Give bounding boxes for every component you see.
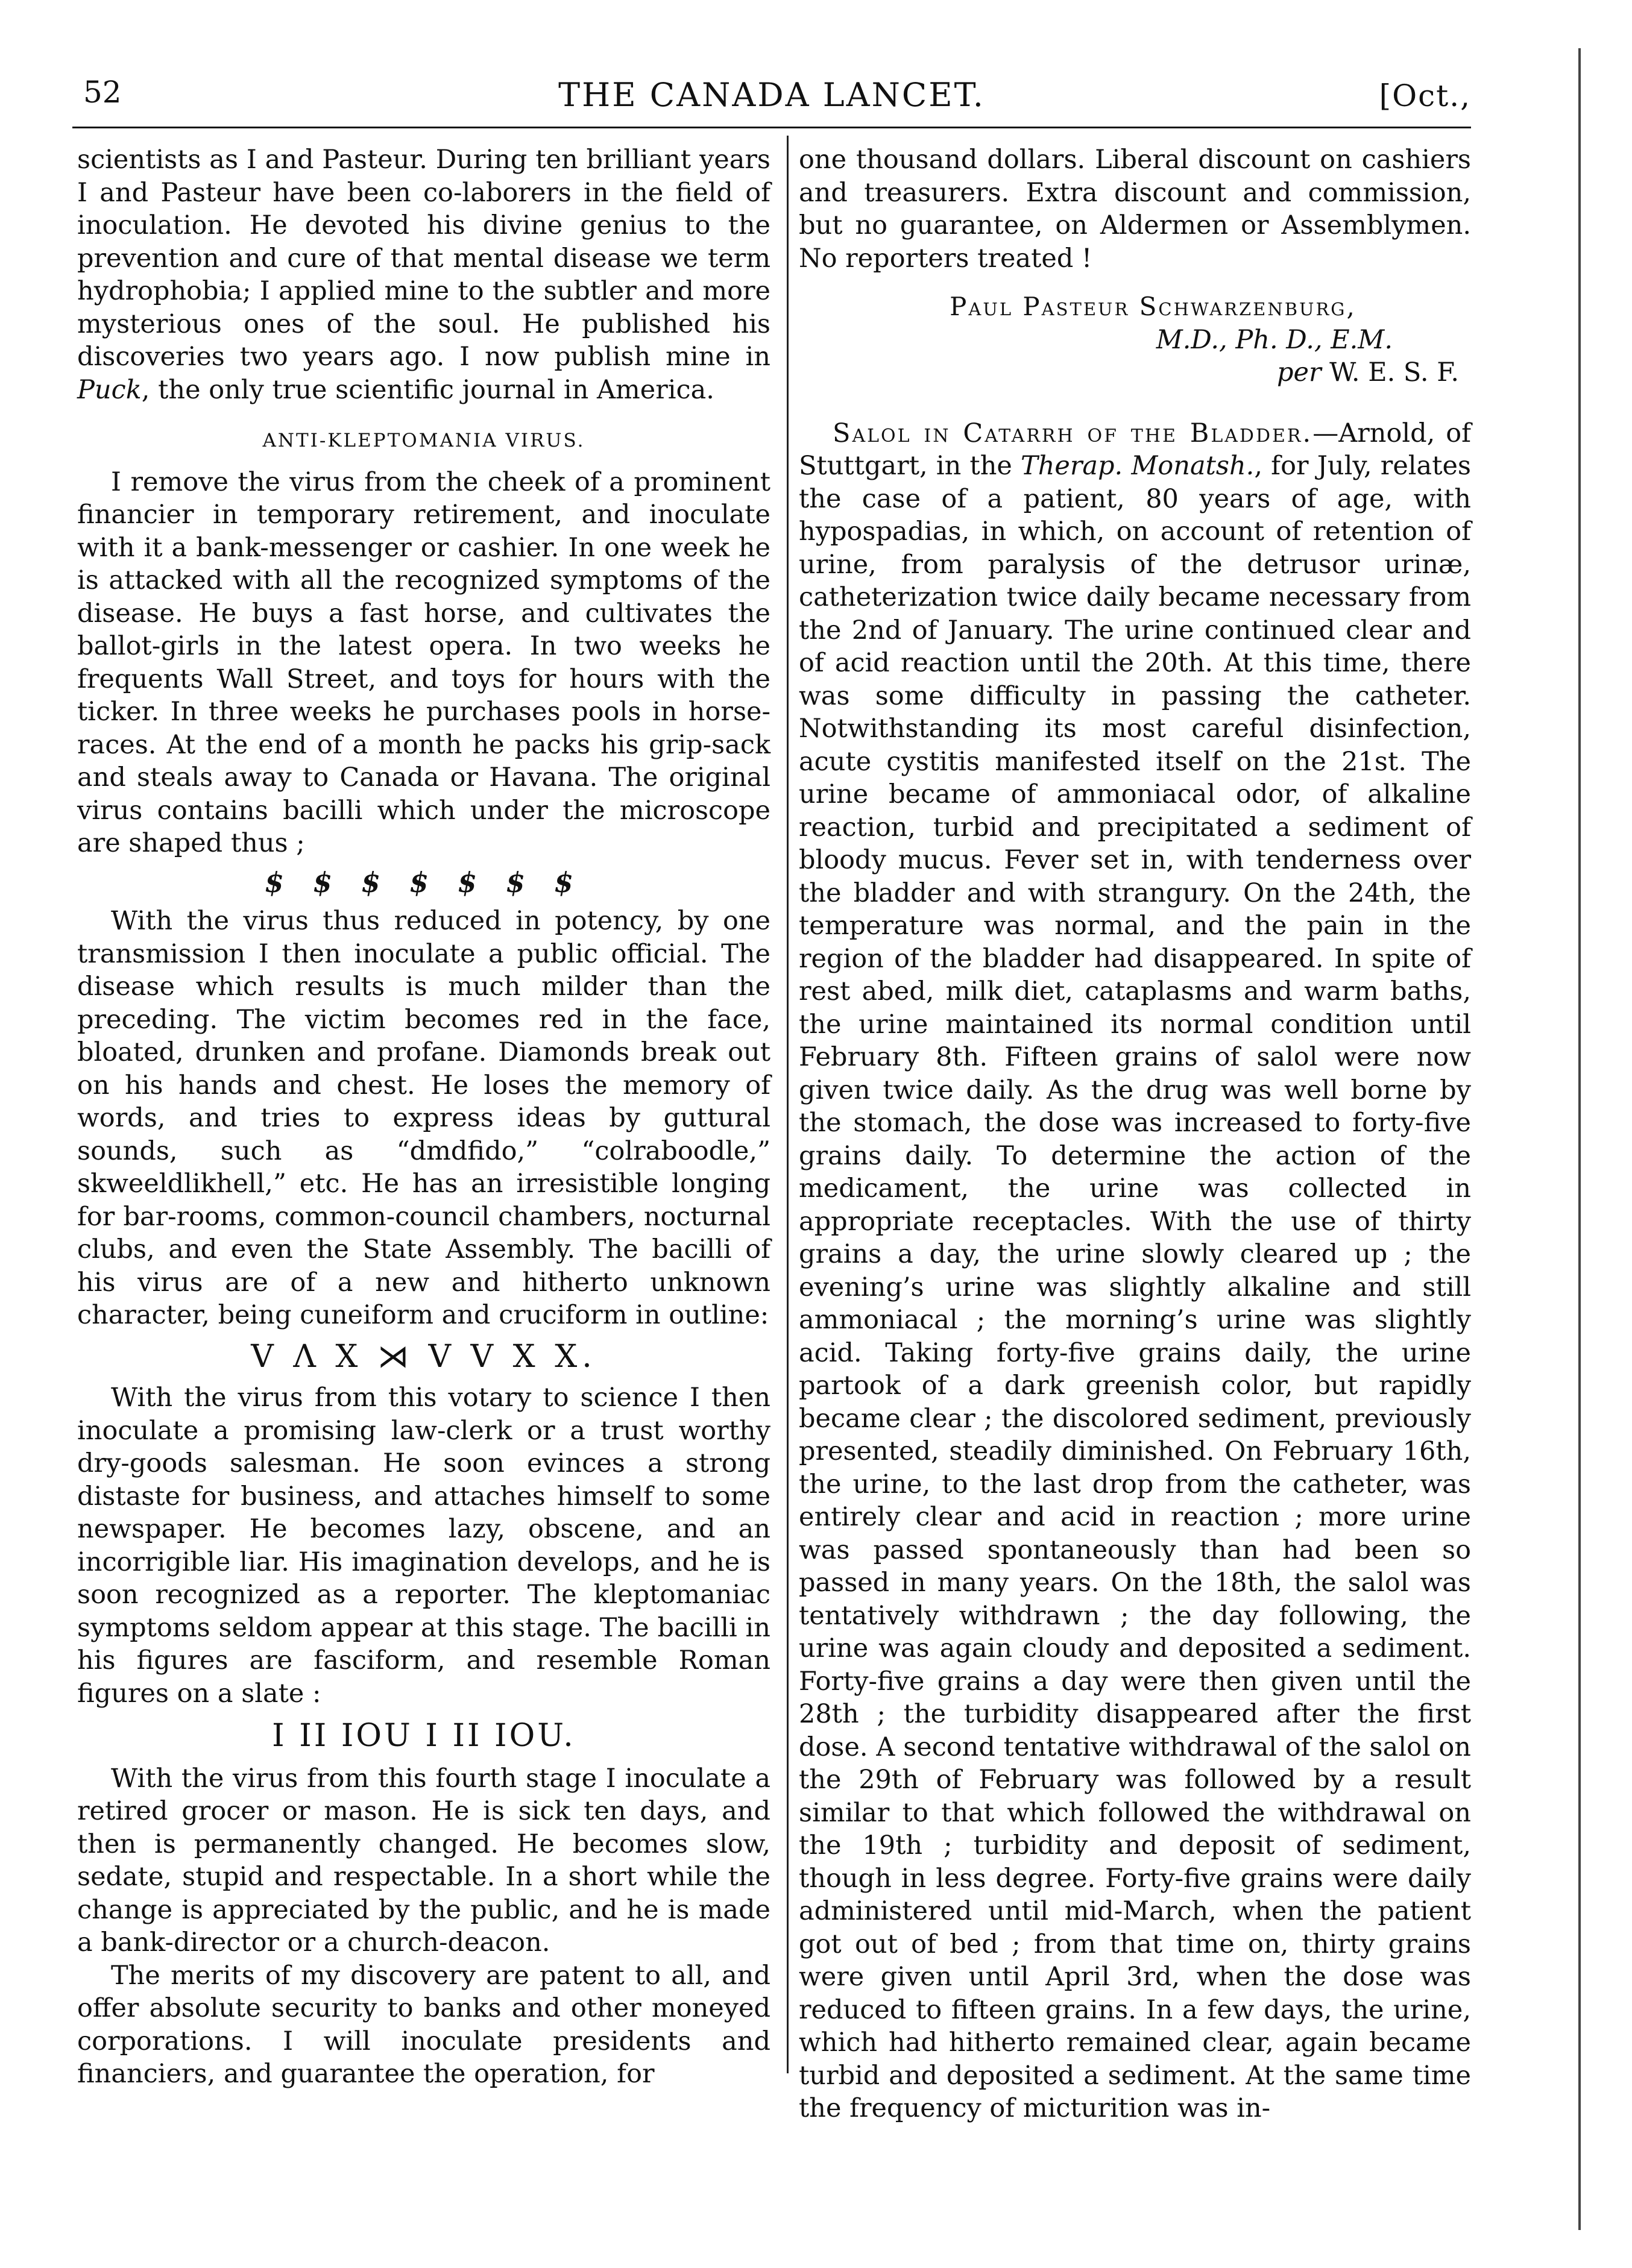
salol-heading: Salol in Catarrh of the Bladder.	[833, 418, 1313, 448]
section-heading: ANTI-KLEPTOMANIA VIRUS.	[262, 430, 585, 451]
article-paragraph: one thousand dollars. Liberal discount on cashiers and treasurers. Extra discount and commission, but no guarantee, on Aldermen or Assemblymen. No reporters treated !	[799, 145, 1471, 274]
signature-per: per	[1276, 357, 1322, 388]
issue-date: [Oct.,	[1379, 78, 1471, 113]
right-column	[799, 143, 1471, 2125]
left-column	[77, 143, 770, 2091]
header-rule	[72, 127, 1471, 128]
salol-paragraph	[799, 417, 1471, 2125]
page-number: 52	[83, 75, 122, 110]
paragraph-text: , the only true scientific journal in America.	[141, 374, 714, 405]
page-edge	[1578, 48, 1581, 2230]
article-paragraph: With the virus from this fourth stage I inoculate a retired grocer or mason. He is sick ten days, and then is permanently changed. He becomes slow, sedate, stupid and respectable. In a short while the change is appreciated by the public, and he is made a bank-director or a church-deacon.	[77, 1763, 770, 1958]
signature-name: Paul Pasteur Schwarzenburg,	[950, 292, 1356, 321]
running-header	[72, 68, 1471, 122]
paragraph-text: —Arnold, of Stuttgart, in the	[799, 418, 1472, 481]
spacer	[799, 389, 1471, 417]
article-paragraph: The merits of my discovery are patent to all, and offer absolute security to banks and other moneyed corporations. I will inoculate presidents and financiers, and guarantee the operation, for	[77, 1960, 770, 2089]
roman-figures: I II IOU I II IOU.	[272, 1718, 576, 1754]
signature-initials-text: W. E. S. F.	[1321, 357, 1459, 388]
journal-title: THE CANADA LANCET.	[558, 76, 985, 114]
signature-initials	[799, 356, 1471, 389]
article-paragraph: I remove the virus from the cheek of a prominent financier in temporary retirement, and inoculate with it a bank-messenger or cashier. In one week he is attacked with all the recognized symptoms of the disease. He buys a fast horse, and cultivates the ballot-girls in the latest opera. In two weeks he frequents Wall Street, and toys for hours with the ticker. In three weeks he purchases pools in horse-races. At the end of a month he packs his grip-sack and steals away to Canada or Havana. The original virus contains bacilli which under the microscope are shaped thus ;	[77, 466, 770, 858]
cuneiform-symbols: V Λ X ⋊ V V X X.	[251, 1338, 597, 1375]
article-paragraph: With the virus thus reduced in potency, by one transmission I then inoculate a public official. The disease which results is much milder than the preceding. The victim becomes red in the face, bloated, drunken and profane. Diamonds break out on his hands and chest. He loses the memory of words, and tries to express ideas by guttural sounds, such as “dmdfido,” “colraboodle,” skweeldlikhell,” etc. He has an irresistible longing for bar-rooms, common-council chambers, nocturnal clubs, and even the State Assembly. The bacilli of his virus are of a new and hitherto unknown character, being cuneiform and cruciform in outline:	[77, 906, 770, 1330]
column-divider	[787, 136, 789, 2073]
article-paragraph: With the virus from this votary to science I then inoculate a promising law-clerk or a trust worthy dry-goods salesman. He soon evinces a strong distaste for business, and attaches himself to some newspaper. He becomes lazy, obscene, and an incorrigible liar. His imagination develops, and he is soon recognized as a reporter. The kleptomaniac symptoms seldom appear at this stage. The bacilli in his figures are fasciform, and resemble Roman figures on a slate :	[77, 1383, 770, 1709]
journal-name: Puck	[77, 374, 142, 405]
dollar-symbols: $ $ $ $ $ $ $	[264, 865, 584, 899]
signature-degrees: M.D., Ph. D., E.M.	[1156, 324, 1393, 355]
article-paragraph	[77, 143, 770, 406]
paragraph-text: scientists as I and Pasteur. During ten brilliant years I and Pasteur have been co-laborers in the field of inoculation. He devoted his divine genius to the prevention and cure of that mental disease we term hydrophobia; I applied mine to the subtler and more mysterious ones of the soul. He published his discoveries two years ago. I now publish mine in	[77, 145, 770, 372]
paragraph-text: , for July, relates the case of a patient, 80 years of age, with hypospadias, in which, on account of retention of urine, from paralysis of the detrusor urinæ, catheterization twice daily became necessary from the 2nd of January. The urine continued clear and of acid reaction until the 20th. At this time, there was some difficulty in passing the catheter. Notwithstanding its most careful disinfection, acute cystitis manifested itself on the 21st. The urine became of ammoniacal odor, of alkaline reaction, turbid and precipitated a sediment of bloody mucus. Fever set in, with tenderness over the bladder and with strangury. On the 24th, the temperature was normal, and the pain in the region of the bladder had disappeared. In spite of rest abed, milk diet, cataplasms and warm baths, the urine maintained its normal condition until February 8th. Fifteen grains of salol were now given twice daily. As the drug was well borne by the stomach, the dose was increased to forty-five grains daily. To determine the action of the medicament, the urine was collected in appropriate receptacles. With the use of thirty grains a day, the urine slowly cleared up ; the evening’s urine was slightly alkaline and still ammoniacal ; the morning’s urine was slightly acid. Taking forty-five grains daily, the urine partook of a dark greenish color, but rapidly became clear ; the discolored sediment, previously presented, steadily diminished. On February 16th, the urine, to the last drop from the catheter, was entirely clear and acid in reaction ; more urine was passed spontaneously than had been so passed in many years. On the 18th, the salol was tentatively withdrawn ; the day following, the urine was again cloudy and deposited a sediment. Forty-five grains a day were then given until the 28th ; the turbidity disappeared after the first dose. A second tentative withdrawal of the salol on the 29th of February was followed by a result similar to that which followed the withdrawal on the 19th ; turbidity and deposit of sediment, though in less degree. Forty-five grains were daily administered until mid-March, when the patient got out of bed ; from that time on, thirty grains were given until April 3rd, when the dose was reduced to fifteen grains. In a few days, the urine, which had hitherto remained clear, again became turbid and deposited a sediment. At the same time the frequency of micturition was in-	[799, 451, 1471, 2123]
journal-citation: Therap. Monatsh.	[1021, 451, 1255, 481]
